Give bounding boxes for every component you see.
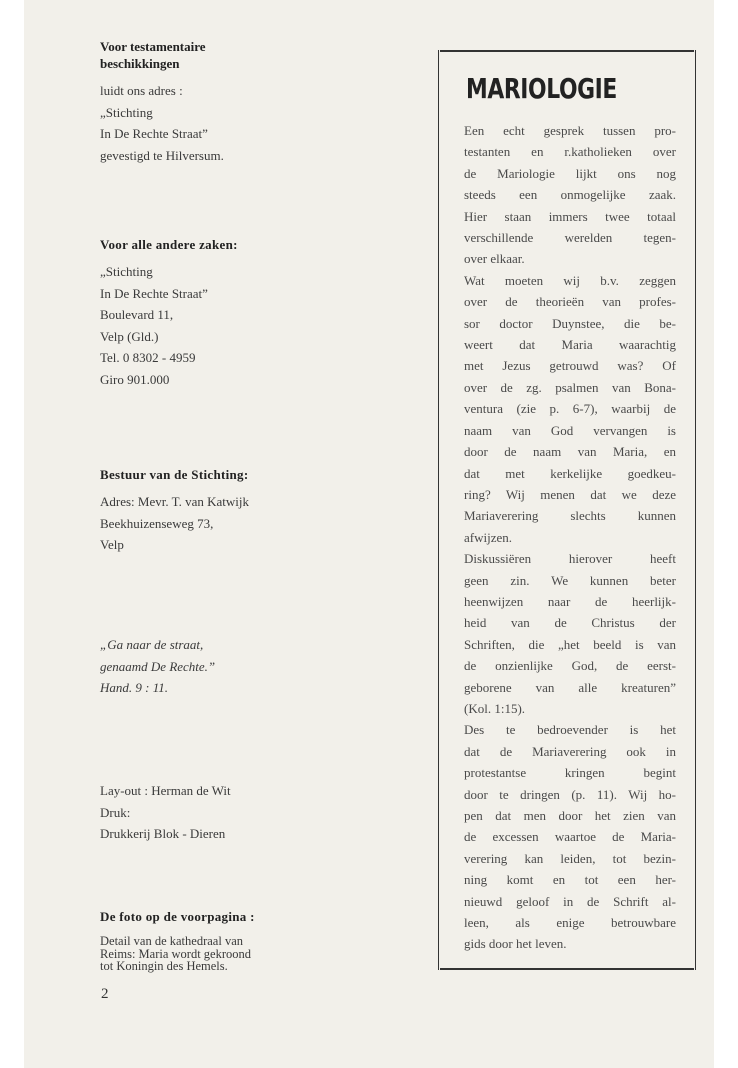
board-section: [100, 466, 420, 556]
testament-line: In De Rechte Straat”: [100, 126, 208, 142]
box-text-line: steeds een onmogelijke zaak.: [464, 187, 676, 203]
box-text-line: heenwijzen naar de heerlijk-: [464, 593, 676, 609]
box-text-line: Wat moeten wij b.v. zeggen: [464, 272, 676, 288]
other-line: In De Rechte Straat”: [100, 285, 208, 301]
box-text-line: Een echt gesprek tussen pro-: [464, 123, 676, 138]
box-bottom-rule: [440, 968, 694, 970]
testament-heading-line: beschikkingen: [100, 56, 180, 71]
other-line: „Stichting: [100, 264, 153, 279]
other-line: Velp (Gld.): [100, 328, 159, 344]
box-text-line: de onzienlijke God, de eerst-: [464, 658, 676, 674]
testament-heading-line: Voor testamentaire: [100, 39, 206, 54]
box-text-line: ring? Wij menen dat we deze: [464, 486, 676, 502]
box-text-line: ning komt en tot een her-: [464, 872, 676, 888]
other-line: Boulevard 11,: [100, 307, 174, 323]
box-text-line: nieuwd geloof in de Schrift al-: [464, 893, 676, 909]
quote-line: genaamd De Rechte.”: [100, 658, 216, 674]
box-top-rule: [440, 50, 694, 52]
quote-line: „Ga naar de straat,: [100, 637, 204, 652]
box-text-line: Mariaverering slechts kunnen: [464, 508, 676, 524]
box-text-line: geen zin. We kunnen beter: [464, 572, 676, 588]
box-text-line: testanten en r.katholieken over: [464, 144, 676, 160]
photo-line: tot Koningin des Hemels.: [100, 959, 228, 973]
box-text-line: Diskussiëren hierover heeft: [464, 551, 676, 567]
box-text-line: met Jezus getrouwd was? Of: [464, 358, 676, 374]
box-text-line: pen dat men door het zien van: [464, 808, 676, 823]
box-text-line: weert dat Maria waarachtig: [464, 337, 676, 353]
box-text-line: over elkaar.: [464, 251, 525, 267]
box-title: MARIOLOGIE: [466, 72, 617, 105]
box-text-line: (Kol. 1:15).: [464, 700, 526, 716]
testament-line: luidt ons adres :: [100, 83, 183, 98]
box-text-line: over de theorieën van profes-: [464, 294, 676, 310]
board-line: Beekhuizenseweg 73,: [100, 515, 214, 531]
other-line: Giro 901.000: [100, 371, 170, 387]
other-heading: Voor alle andere zaken:: [100, 237, 238, 252]
page-number: 2: [101, 986, 109, 1002]
box-text-line: afwijzen.: [464, 529, 513, 545]
other-line: Tel. 0 8302 - 4959: [100, 350, 196, 366]
photo-section: [100, 908, 420, 973]
box-text-line: dat de Mariaverering ook in: [464, 743, 676, 759]
box-text-line: Schriften, die „het beeld is van: [464, 636, 676, 652]
board-heading: Bestuur van de Stichting:: [100, 467, 249, 482]
box-text-line: sor doctor Duynstee, die be-: [464, 315, 676, 331]
box-text-line: leen, als enige betrouwbare: [464, 915, 676, 931]
photo-line: Detail van de kathedraal van: [100, 934, 243, 948]
box-text-line: protestantse kringen begint: [464, 765, 676, 781]
quote-section: [100, 634, 420, 699]
box-text-line: Hier staan immers twee totaal: [464, 208, 676, 224]
box-text-line: naam van God vervangen is: [464, 422, 676, 438]
box-text-line: geborene van alle kreaturen”: [464, 679, 676, 695]
box-text-line: gids door het leven.: [464, 936, 567, 952]
photo-line: Reims: Maria wordt gekroond: [100, 946, 252, 961]
box-text-line: door te dringen (p. 11). Wij ho-: [464, 786, 676, 802]
box-text-line: de excessen waartoe de Maria-: [464, 829, 676, 845]
photo-heading: De foto op de voorpagina :: [100, 909, 255, 924]
testament-heading: [100, 38, 420, 72]
box-text-line: ventura (zie p. 6-7), waarbij de: [464, 401, 676, 417]
credits-line: Druk:: [100, 804, 131, 820]
box-text-line: verschillende werelden tegen-: [464, 230, 676, 246]
testament-section: [100, 38, 420, 166]
board-line: Adres: Mevr. T. van Katwijk: [100, 494, 249, 509]
credits-line: Lay-out : Herman de Wit: [100, 783, 231, 798]
box-text-line: de Mariologie lijkt ons nog: [464, 165, 676, 181]
testament-line: gevestigd te Hilversum.: [100, 147, 224, 163]
board-line: Velp: [100, 537, 124, 553]
other-section: [100, 236, 420, 391]
box-text-line: Des te bedroevender is het: [464, 722, 676, 738]
box-text-line: door de naam van Maria, en: [464, 444, 676, 460]
box-text-line: verering kan leiden, tot bezin-: [464, 850, 676, 866]
box-text-line: over de zg. psalmen van Bona-: [464, 379, 676, 395]
credits-section: [100, 780, 420, 845]
box-text-line: heid van de Christus der: [464, 615, 676, 631]
testament-line: „Stichting: [100, 104, 153, 120]
box-text-line: dat met kerkelijke goedkeu-: [464, 465, 676, 481]
box-body: [464, 120, 676, 955]
quote-line: Hand. 9 : 11.: [100, 680, 169, 696]
credits-line: Drukkerij Blok - Dieren: [100, 826, 226, 842]
